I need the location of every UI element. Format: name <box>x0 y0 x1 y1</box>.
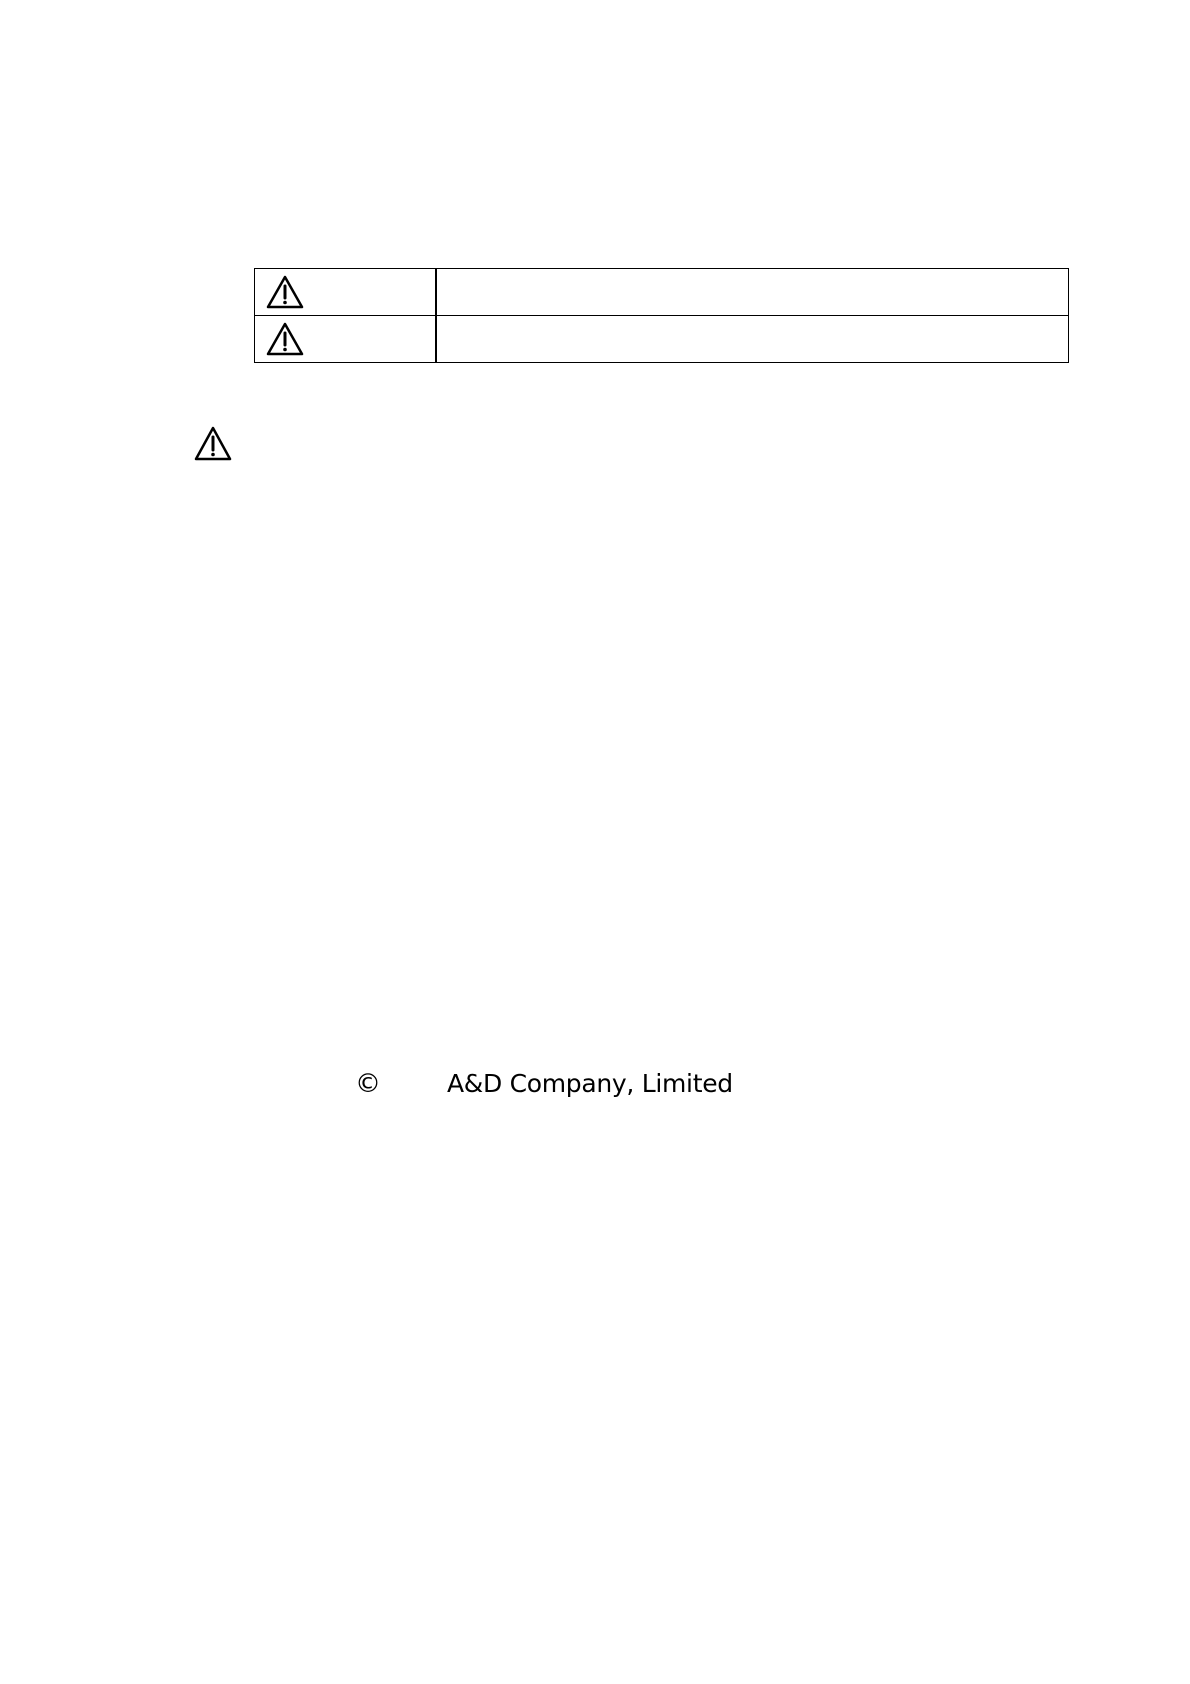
company-name: A&D Company, Limited <box>447 1069 733 1098</box>
warning-row <box>255 269 1068 316</box>
warning-symbol-table <box>254 268 1069 363</box>
warning-triangle-icon <box>193 425 233 462</box>
warning-triangle-icon <box>265 274 305 310</box>
copyright-symbol: © <box>355 1069 381 1099</box>
warning-triangle-icon <box>265 321 305 357</box>
warning-row <box>255 316 1068 363</box>
